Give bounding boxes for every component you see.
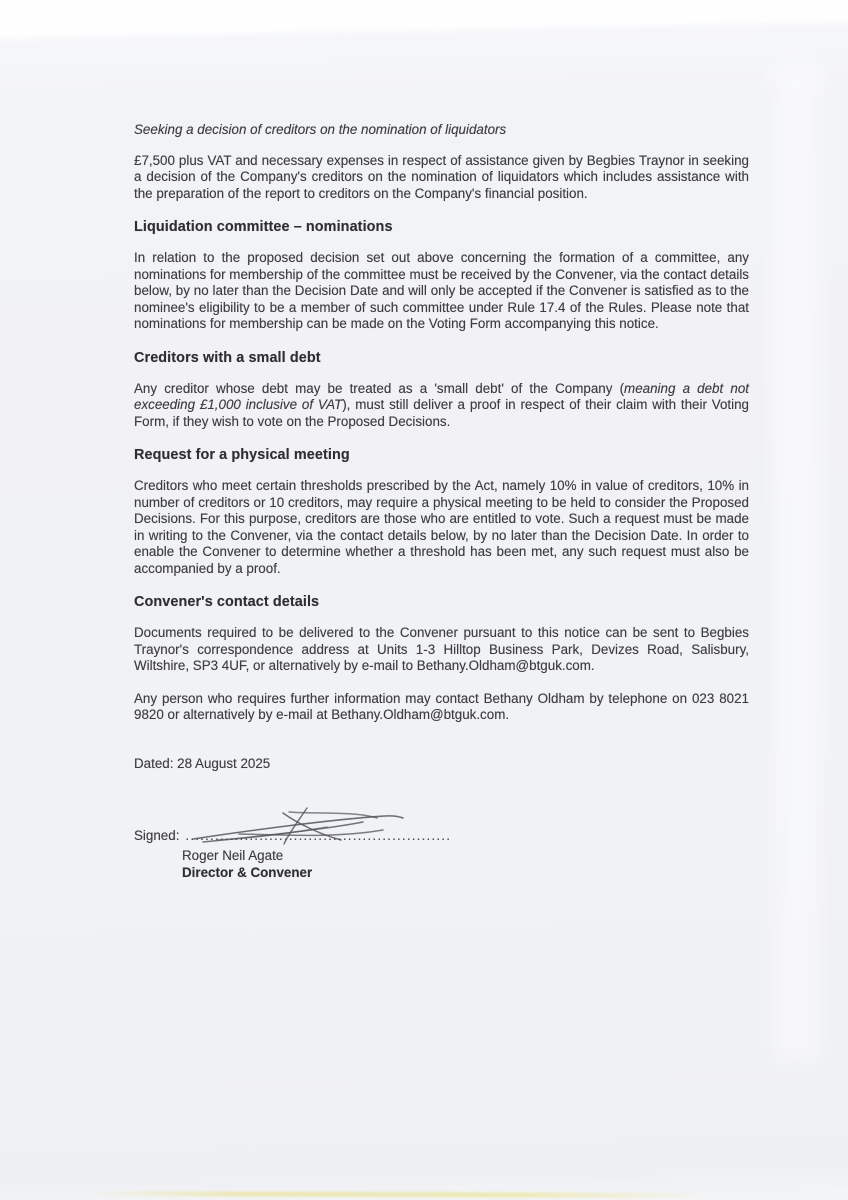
contact-details-paragraph-1: Documents required to be delivered to the Convener pursuant to this notice can be sent to Begbies Traynor's correspondence address at Units 1-3 Hilltop Business Park, Devizes Road, Salisbury, Wiltshire, SP3 4UF, or alternatively by e-mail to Bethany.Oldham@btguk.com. — [134, 625, 749, 673]
scan-right-glare — [774, 60, 820, 1060]
liquidation-committee-paragraph: In relation to the proposed decision set out above concerning the formation of a committee, any nominations for membership of the committee must be received by the Convener, via the contact details below, by no later than the Decision Date and will only be accepted if the Convener is satisfied as to the nominee's eligibility to be a member of such committee under Rule 17.4 of the Rules. Please note that nominations for membership can be made on the Voting Form accompanying this notice. — [134, 250, 749, 331]
small-debt-italic-text: meaning a debt not exceeding £1,000 inclusive of VAT — [134, 380, 749, 412]
small-debt-text-after: ), must still deliver a proof in respect of their claim with their Voting Form, if they wish to vote on the Proposed Decisions. — [134, 397, 749, 429]
section-heading-small-debt: Creditors with a small debt — [134, 349, 321, 366]
signature-row — [134, 828, 749, 845]
section-heading-liquidation-committee: Liquidation committee – nominations — [134, 219, 393, 235]
document-content — [134, 122, 749, 882]
small-debt-paragraph — [134, 381, 749, 431]
signatory-title: Director & Convener — [182, 865, 313, 880]
intro-paragraph: £7,500 plus VAT and necessary expenses in respect of assistance given by Begbies Traynor in seeking a decision of the Company's creditors on the nomination of liquidators which includes assistance with the preparation of the report to creditors on the Company's financial position. — [134, 152, 749, 201]
signature-line — [185, 828, 451, 845]
subject-line: Seeking a decision of creditors on the nomination of liquidators — [134, 122, 507, 137]
physical-meeting-paragraph: Creditors who meet certain thresholds prescribed by the Act, namely 10% in value of creditors, 10% in number of creditors or 10 creditors, may require a physical meeting to be held to consider the Proposed Decisions. For this purpose, creditors are those who are entitled to vote. Such a request must be made in writing to the Convener, via the contact details below, by no later than the Decision Date. In order to enable the Convener to determine whether a threshold has been met, any such request must also be accompanied by a proof. — [134, 478, 749, 576]
contact-details-paragraph-2: Any person who requires further information may contact Bethany Oldham by telephone on 023 8021 9820 or alternatively by e-mail at Bethany.Oldham@btguk.com. — [134, 690, 749, 722]
signature-dotted-line: ...................................................... — [185, 828, 452, 843]
signatory-name: Roger Neil Agate — [182, 847, 284, 863]
scan-bottom-paper-edge — [90, 1191, 710, 1198]
signed-label: Signed: — [134, 828, 180, 843]
section-heading-contact-details: Convener's contact details — [134, 594, 320, 610]
small-debt-text-before: Any creditor whose debt may be treated as a 'small debt' of the Company ( — [134, 380, 625, 396]
dated-line: Dated: 28 August 2025 — [134, 755, 271, 771]
scan-top-glare — [0, 0, 848, 39]
section-heading-physical-meeting: Request for a physical meeting — [134, 447, 350, 463]
